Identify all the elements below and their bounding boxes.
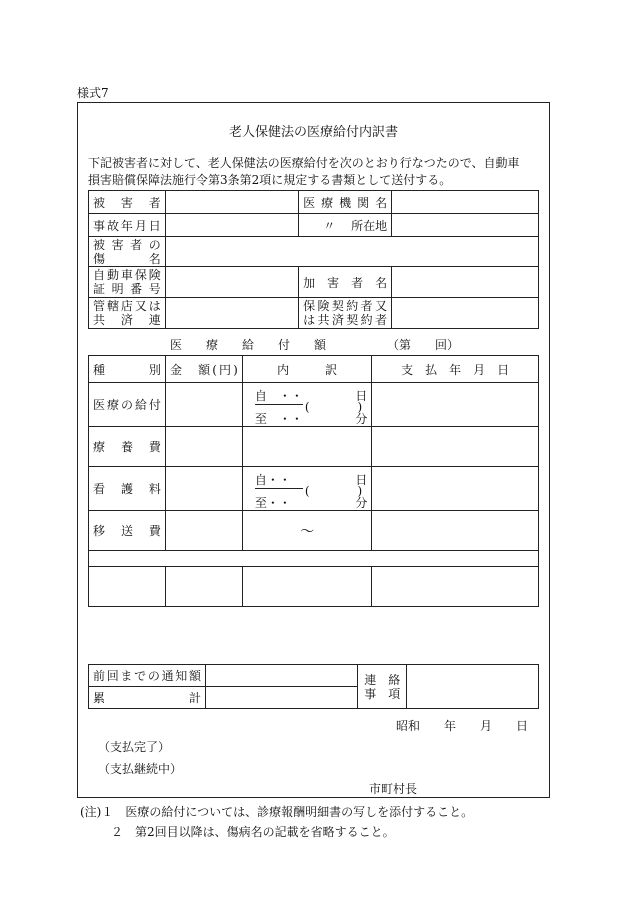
info-table xyxy=(88,190,539,329)
paid-continuing: （支払継続中） xyxy=(98,762,183,776)
header-amount: 金 額(円) xyxy=(165,356,242,383)
contractor-label-1: 保険契約者又 xyxy=(303,299,388,313)
signer: 市町村長 xyxy=(369,782,418,796)
nursing-amount[interactable] xyxy=(165,467,242,511)
period-divider xyxy=(255,404,303,405)
blank-payment-date[interactable] xyxy=(372,567,539,607)
row-transport: 移 送 費 xyxy=(89,511,166,551)
header-detail: 内 訳 xyxy=(242,356,372,383)
previous-label: 前回までの通知額 xyxy=(89,665,206,687)
insurance-label-2: 証明番号 xyxy=(93,282,161,296)
benefit-heading: 医 療 給 付 額 xyxy=(170,338,327,352)
previous-field[interactable] xyxy=(206,665,358,687)
care-amount[interactable] xyxy=(165,427,242,467)
transport-range: ～ xyxy=(242,511,372,551)
medical-period xyxy=(247,385,368,425)
form-title: 老人保健法の医療給付内訳書 xyxy=(228,125,398,140)
perpetrator-label: 加 害 者 名 xyxy=(299,267,392,298)
period-day: 日 xyxy=(355,388,368,403)
nursing-period xyxy=(247,469,368,509)
contact-label-2: 事 項 xyxy=(364,686,401,701)
period2-day: 日 xyxy=(355,472,368,487)
period-to: 至 ・・ xyxy=(254,411,303,426)
header-payment: 支 払 年 月 日 xyxy=(372,356,539,383)
header-type: 種 別 xyxy=(89,356,166,383)
institution-label: 医療機関名 xyxy=(299,191,392,214)
contact-field[interactable] xyxy=(407,665,539,709)
period-min: 分 xyxy=(355,411,368,426)
accident-date-label: 事故年月日 xyxy=(89,214,166,237)
period2-to: 至・・ xyxy=(254,495,291,510)
injury-label-1: 被害者の xyxy=(93,237,161,252)
contractor-field[interactable] xyxy=(392,298,539,329)
injury-label-2: 傷 名 xyxy=(93,251,161,266)
period2-divider xyxy=(255,488,303,489)
injury-field[interactable] xyxy=(165,237,538,267)
medical-amount[interactable] xyxy=(165,383,242,427)
row-nursing: 看 護 料 xyxy=(89,467,166,511)
benefit-round: （第 回） xyxy=(387,338,460,352)
nursing-payment-date[interactable] xyxy=(372,467,539,511)
insurance-label-1: 自動車保険 xyxy=(93,268,161,282)
period2-paren: ( ) xyxy=(304,483,363,498)
victim-label: 被 害 者 xyxy=(89,191,166,214)
perpetrator-field[interactable] xyxy=(392,267,539,298)
contact-label-1: 連 絡 xyxy=(364,672,401,687)
period-paren: ( ) xyxy=(304,399,363,414)
location-field[interactable] xyxy=(392,214,539,237)
totals-table xyxy=(88,664,539,709)
period-from: 自 ・・ xyxy=(254,388,303,403)
agency-label-2: 共 済 連 xyxy=(93,313,161,327)
agency-field[interactable] xyxy=(165,298,298,329)
period2-min: 分 xyxy=(355,495,368,510)
paid-complete: （支払完了） xyxy=(98,740,171,754)
form-number: 様式7 xyxy=(77,86,109,100)
cumulative-field[interactable] xyxy=(206,687,358,709)
date-line: 昭和 年 月 日 xyxy=(396,719,529,733)
row-care: 療 養 費 xyxy=(89,427,166,467)
contractor-label-2: は共済契約者 xyxy=(303,313,388,327)
accident-date-field[interactable] xyxy=(165,214,298,237)
insurance-field[interactable] xyxy=(165,267,298,298)
care-detail[interactable] xyxy=(242,427,372,467)
spacer-row xyxy=(89,551,539,567)
intro-line-2: 損害賠償保障法施行令第3条第2項に規定する書類として送付する。 xyxy=(88,173,452,187)
transport-payment-date[interactable] xyxy=(372,511,539,551)
location-label: 所在地 xyxy=(351,218,388,233)
period2-from: 自・・ xyxy=(254,472,291,487)
blank-detail[interactable] xyxy=(242,567,372,607)
blank-type[interactable] xyxy=(89,567,166,607)
victim-field[interactable] xyxy=(165,191,298,214)
cumulative-label: 累 計 xyxy=(89,687,206,709)
institution-field[interactable] xyxy=(392,191,539,214)
intro-line-1: 下記被害者に対して、老人保健法の医療給付を次のとおり行なつたので、自動車 xyxy=(88,156,520,170)
note-2: ２ 第2回目以降は、傷病名の記載を省略すること。 xyxy=(111,825,395,839)
ditto-mark: 〃 xyxy=(323,218,336,233)
blank-amount[interactable] xyxy=(165,567,242,607)
agency-label-1: 管轄店又は xyxy=(93,299,161,313)
note-1: (注)１ 医療の給付については、診療報酬明細書の写しを添付すること。 xyxy=(80,805,474,819)
care-payment-date[interactable] xyxy=(372,427,539,467)
transport-amount[interactable] xyxy=(165,511,242,551)
medical-payment-date[interactable] xyxy=(372,383,539,427)
benefit-table xyxy=(88,355,539,607)
row-medical: 医療の給付 xyxy=(89,383,166,427)
